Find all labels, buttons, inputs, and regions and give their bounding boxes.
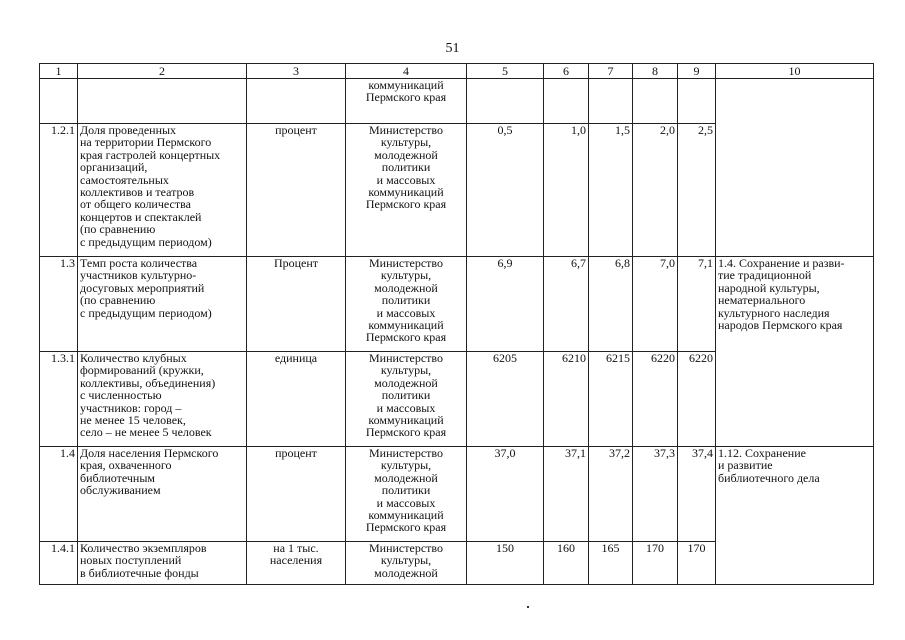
header-cell: 3 bbox=[247, 64, 346, 79]
row-indicator-name: Количество экземпляров новых поступлений в библиотечные фонды bbox=[78, 542, 247, 585]
row-value-7: 6,8 bbox=[589, 257, 633, 352]
row-program-section: 1.4. Сохранение и разви- тие традиционной народной культуры, нематериального культурного наследия народов Пермского края bbox=[716, 257, 874, 447]
row-value-5: 6205 bbox=[467, 352, 544, 447]
page-number: 51 bbox=[445, 41, 460, 56]
row-value-6 bbox=[544, 79, 589, 124]
row-value-8: 6220 bbox=[633, 352, 678, 447]
row-value-9: 2,5 bbox=[678, 124, 716, 257]
row-ministry: Министерство культуры, молодежной политики и массовых коммуникаций Пермского края bbox=[346, 124, 467, 257]
header-cell: 7 bbox=[589, 64, 633, 79]
row-value-5: 0,5 bbox=[467, 124, 544, 257]
row-code bbox=[40, 79, 78, 124]
row-value-8 bbox=[633, 79, 678, 124]
row-value-5: 6,9 bbox=[467, 257, 544, 352]
row-indicator-name bbox=[78, 79, 247, 124]
row-code: 1.4 bbox=[40, 447, 78, 542]
row-indicator-name: Темп роста количества участников культурно- досуговых мероприятий (по сравнению с предыдущим периодом) bbox=[78, 257, 247, 352]
header-cell: 5 bbox=[467, 64, 544, 79]
header-cell: 4 bbox=[346, 64, 467, 79]
row-ministry: Министерство культуры, молодежной политики и массовых коммуникаций Пермского края bbox=[346, 447, 467, 542]
header-cell: 1 bbox=[40, 64, 78, 79]
row-value-6: 37,1 bbox=[544, 447, 589, 542]
scan-speck bbox=[527, 606, 529, 608]
row-ministry: Министерство культуры, молодежной политики и массовых коммуникаций Пермского края bbox=[346, 352, 467, 447]
table-row bbox=[40, 447, 874, 542]
row-program-section bbox=[716, 79, 874, 257]
row-value-6: 1,0 bbox=[544, 124, 589, 257]
row-indicator-name: Доля проведенных на территории Пермского края гастролей концертных организаций, самостоятельных коллективов и театров от общего количества концертов и спектаклей (по сравнению с предыдущим периодом) bbox=[78, 124, 247, 257]
row-ministry: коммуникаций Пермского края bbox=[346, 79, 467, 124]
table-row bbox=[40, 79, 874, 124]
row-ministry: Министерство культуры, молодежной политики и массовых коммуникаций Пермского края bbox=[346, 257, 467, 352]
row-unit: на 1 тыс. населения bbox=[247, 542, 346, 585]
row-unit: процент bbox=[247, 447, 346, 542]
row-value-7: 6215 bbox=[589, 352, 633, 447]
row-value-7 bbox=[589, 79, 633, 124]
header-cell: 8 bbox=[633, 64, 678, 79]
header-cell: 9 bbox=[678, 64, 716, 79]
row-unit bbox=[247, 79, 346, 124]
row-value-8: 7,0 bbox=[633, 257, 678, 352]
row-value-9 bbox=[678, 79, 716, 124]
row-ministry: Министерство культуры, молодежной bbox=[346, 542, 467, 585]
row-program-section: 1.12. Сохранение и развитие библиотечного дела bbox=[716, 447, 874, 585]
row-value-6: 6210 bbox=[544, 352, 589, 447]
row-unit: процент bbox=[247, 124, 346, 257]
row-code: 1.4.1 bbox=[40, 542, 78, 585]
row-indicator-name: Количество клубных формирований (кружки, коллективы, объединения) с численностью участников: город – не менее 15 человек, село – не менее 5 человек bbox=[78, 352, 247, 447]
row-unit: Процент bbox=[247, 257, 346, 352]
row-value-5 bbox=[467, 79, 544, 124]
row-value-9: 6220 bbox=[678, 352, 716, 447]
row-value-7: 1,5 bbox=[589, 124, 633, 257]
row-code: 1.3 bbox=[40, 257, 78, 352]
row-value-8: 2,0 bbox=[633, 124, 678, 257]
table-row bbox=[40, 257, 874, 352]
row-value-8: 170 bbox=[633, 542, 678, 585]
row-value-7: 37,2 bbox=[589, 447, 633, 542]
row-unit: единица bbox=[247, 352, 346, 447]
row-value-9: 7,1 bbox=[678, 257, 716, 352]
header-row bbox=[40, 64, 874, 79]
row-value-5: 37,0 bbox=[467, 447, 544, 542]
indicators-table bbox=[39, 63, 874, 585]
row-indicator-name: Доля населения Пермского края, охваченного библиотечным обслуживанием bbox=[78, 447, 247, 542]
row-value-5: 150 bbox=[467, 542, 544, 585]
header-cell: 10 bbox=[716, 64, 874, 79]
header-cell: 6 bbox=[544, 64, 589, 79]
row-code: 1.2.1 bbox=[40, 124, 78, 257]
row-code: 1.3.1 bbox=[40, 352, 78, 447]
row-value-7: 165 bbox=[589, 542, 633, 585]
header-cell: 2 bbox=[78, 64, 247, 79]
row-value-9: 170 bbox=[678, 542, 716, 585]
row-value-9: 37,4 bbox=[678, 447, 716, 542]
row-value-8: 37,3 bbox=[633, 447, 678, 542]
row-value-6: 160 bbox=[544, 542, 589, 585]
row-value-6: 6,7 bbox=[544, 257, 589, 352]
